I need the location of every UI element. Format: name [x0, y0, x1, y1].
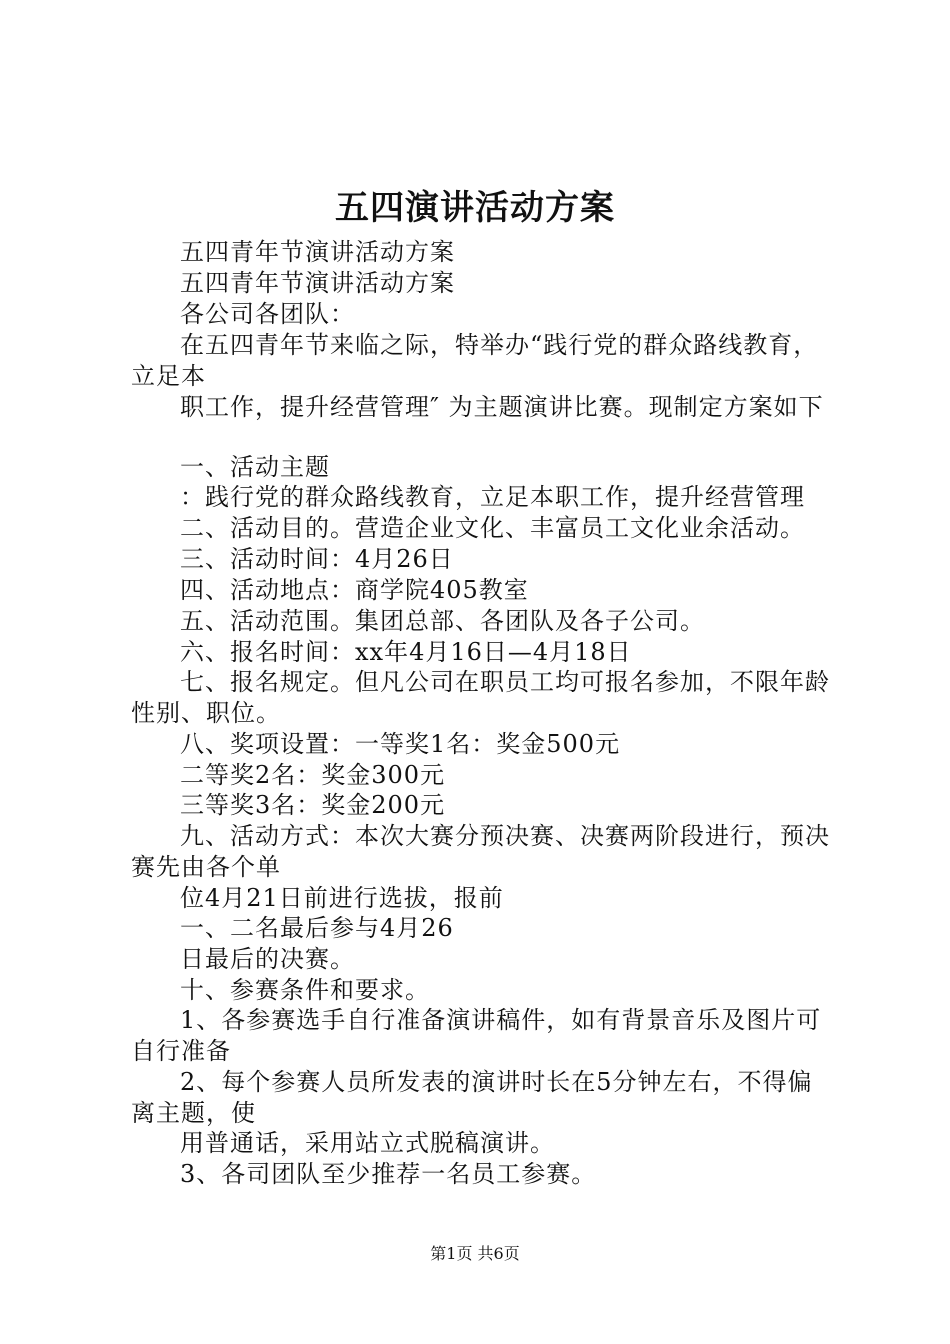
paragraph-line: 三等奖3名：奖金200元	[180, 791, 446, 819]
section-heading: 五、活动范围。集团总部、各团队及各子公司。	[180, 607, 705, 635]
section-heading: 九、活动方式：本次大赛分预决赛、决赛两阶段进行，预决	[180, 822, 830, 850]
section-heading: 一、活动主题	[180, 453, 330, 481]
paragraph-line: 二等奖2名：奖金300元	[180, 761, 446, 789]
paragraph-line: 3、各司团队至少推荐一名员工参赛。	[180, 1160, 597, 1188]
section-heading: 七、报名规定。但凡公司在职员工均可报名参加，不限年龄	[180, 668, 830, 696]
section-heading: 八、奖项设置：一等奖1名：奖金500元	[180, 730, 621, 758]
paragraph-line: 各公司各团队：	[180, 300, 355, 328]
section-heading: 三、活动时间：4月26日	[180, 545, 454, 573]
section-heading: 四、活动地点：商学院405教室	[180, 576, 529, 604]
paragraph-line: 立足本	[131, 362, 206, 390]
paragraph-line: 离主题，使	[131, 1099, 256, 1127]
paragraph-line: 五四青年节演讲活动方案	[180, 269, 455, 297]
paragraph-line: ：践行党的群众路线教育，立足本职工作，提升经营管理	[180, 483, 805, 511]
paragraph-line: 用普通话，采用站立式脱稿演讲。	[180, 1129, 555, 1157]
section-heading: 十、参赛条件和要求。	[180, 976, 430, 1004]
section-heading: 二、活动目的。营造企业文化、丰富员工文化业余活动。	[180, 514, 805, 542]
paragraph-line: 五四青年节演讲活动方案	[180, 238, 455, 266]
paragraph-line: 职工作，提升经营管理″ 为主题演讲比赛。现制定方案如下	[180, 393, 824, 421]
paragraph-line: 位4月21日前进行选拔，报前	[180, 884, 504, 912]
paragraph-line: 赛先由各个单	[131, 853, 281, 881]
paragraph-line: 1、各参赛选手自行准备演讲稿件，如有背景音乐及图片可	[180, 1006, 822, 1034]
paragraph-line: 自行准备	[131, 1037, 231, 1065]
paragraph-line: 日最后的决赛。	[180, 945, 355, 973]
document-title: 五四演讲活动方案	[335, 188, 615, 228]
paragraph-line: 在五四青年节来临之际，特举办“践行党的群众路线教育，	[180, 331, 819, 359]
paragraph-line: 一、二名最后参与4月26	[180, 914, 454, 942]
page-number: 第1页 共6页	[430, 1244, 520, 1263]
section-heading: 六、报名时间：xx年4月16日—4月18日	[180, 638, 632, 666]
paragraph-line: 性别、职位。	[131, 699, 281, 727]
paragraph-line: 2、每个参赛人员所发表的演讲时长在5分钟左右，不得偏	[180, 1068, 813, 1096]
